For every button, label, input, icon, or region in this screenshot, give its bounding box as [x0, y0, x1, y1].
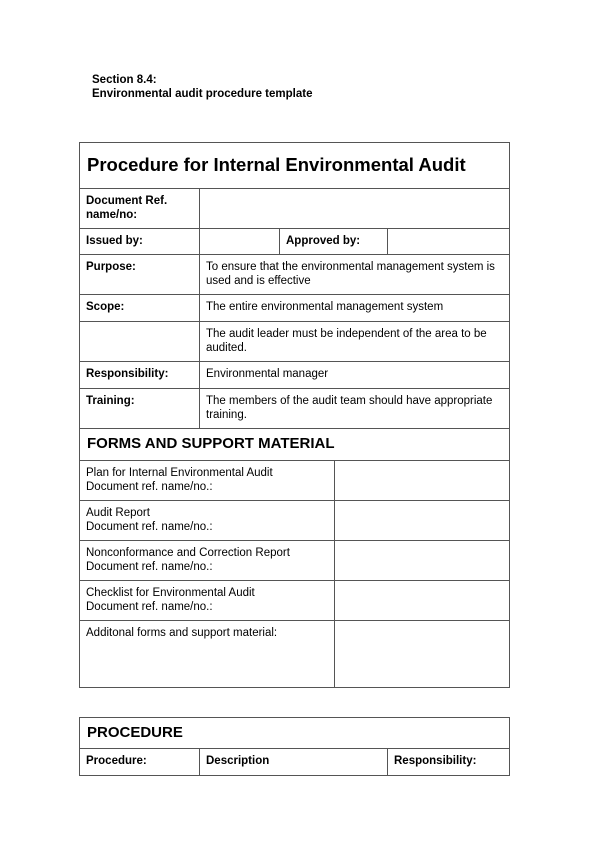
form-item-value[interactable] — [335, 581, 510, 621]
training-label: Training: — [80, 389, 200, 429]
form-item-ref: Document ref. name/no.: — [86, 601, 213, 613]
form-item-row — [80, 501, 510, 541]
form-item-row — [80, 461, 510, 501]
audit-procedure-form — [79, 142, 510, 688]
approved-by-label: Approved by: — [280, 229, 388, 255]
section-header — [92, 73, 312, 101]
purpose-label: Purpose: — [80, 255, 200, 295]
form-item-ref: Document ref. name/no.: — [86, 561, 213, 573]
form-item-value[interactable] — [335, 541, 510, 581]
training-value: The members of the audit team should have appropriate training. — [200, 389, 510, 429]
form-item — [80, 581, 335, 621]
approved-by-field[interactable] — [388, 229, 510, 255]
responsibility-column-header: Responsibility: — [388, 749, 510, 776]
doc-ref-label: Document Ref. name/no: — [80, 189, 200, 229]
form-item-name: Audit Report — [86, 507, 150, 519]
issued-by-label: Issued by: — [80, 229, 200, 255]
form-item — [80, 461, 335, 501]
form-item-value[interactable] — [335, 621, 510, 688]
form-item-row — [80, 621, 510, 688]
form-item — [80, 501, 335, 541]
procedure-heading: PROCEDURE — [80, 718, 510, 749]
scope-label: Scope: — [80, 295, 200, 322]
form-item — [80, 541, 335, 581]
scope-note-label-cell — [80, 322, 200, 362]
form-item-name: Plan for Internal Environmental Audit — [86, 467, 273, 479]
form-item-ref: Document ref. name/no.: — [86, 521, 213, 533]
scope-note: The audit leader must be independent of the area to be audited. — [200, 322, 510, 362]
form-item-value[interactable] — [335, 501, 510, 541]
responsibility-value: Environmental manager — [200, 362, 510, 389]
section-number: Section 8.4: — [92, 74, 157, 86]
form-item-name: Additonal forms and support material: — [86, 627, 278, 639]
scope-value: The entire environmental management system — [200, 295, 510, 322]
description-column-header: Description — [200, 749, 388, 776]
responsibility-label: Responsibility: — [80, 362, 200, 389]
purpose-value: To ensure that the environmental management system is used and is effective — [200, 255, 510, 295]
procedure-column-header: Procedure: — [80, 749, 200, 776]
form-item-row — [80, 581, 510, 621]
form-item — [80, 621, 335, 688]
form-item-ref: Document ref. name/no.: — [86, 481, 213, 493]
form-item-value[interactable] — [335, 461, 510, 501]
form-title: Procedure for Internal Environmental Audit — [80, 143, 510, 189]
form-item-name: Nonconformance and Correction Report — [86, 547, 290, 559]
form-item-name: Checklist for Environmental Audit — [86, 587, 255, 599]
section-subtitle: Environmental audit procedure template — [92, 88, 313, 100]
doc-ref-field[interactable] — [200, 189, 510, 229]
form-item-row — [80, 541, 510, 581]
procedure-table — [79, 717, 510, 776]
forms-section-heading: FORMS AND SUPPORT MATERIAL — [80, 429, 510, 461]
issued-by-field[interactable] — [200, 229, 280, 255]
